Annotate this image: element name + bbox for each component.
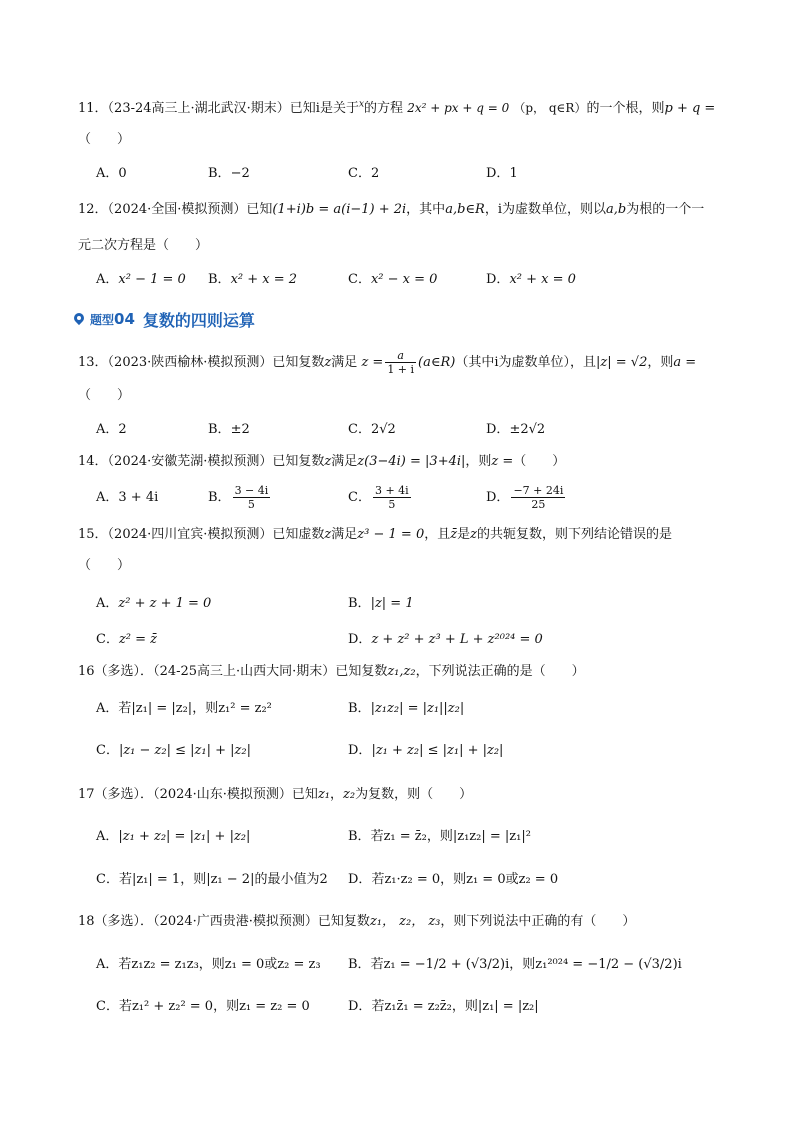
q18-option-b[interactable] [348,955,682,975]
q13-text-b: 满足 [331,355,358,370]
option-value: |z| = 1 [370,596,414,611]
q16-option-c[interactable] [96,741,251,761]
q12-option-a[interactable] [96,270,186,290]
q15-text-c: ，且 [424,527,451,542]
option-label: C． [96,743,119,758]
q16-vars: z₁,z₂ [387,664,416,679]
q15-option-a[interactable] [96,594,211,614]
q14-option-a[interactable] [96,488,158,508]
q16-option-d[interactable] [348,741,503,761]
option-value: 2 [118,422,127,437]
q15-text-d: 是 [457,527,471,542]
q12-option-d[interactable] [486,270,576,290]
q14-text-b: 满足 [331,454,358,469]
q18-number: 18 [78,914,95,929]
option-label: D． [348,999,372,1014]
q17-source: （2024·山东·模拟预测） [153,787,292,802]
q13-option-c[interactable] [348,420,396,440]
option-label: C． [96,872,119,887]
q15-text-a: 已知虚数 [272,527,325,542]
q14-ask: z = [491,454,514,469]
q15-equation: z³ − 1 = 0 [357,527,425,542]
option-value: 若z₁ = z̄₂，则|z₁z₂| = |z₁|² [370,829,531,844]
heading-number: 04 [114,310,135,328]
q16-option-b[interactable] [348,699,464,719]
option-label: C． [348,272,371,287]
option-fraction [373,484,411,511]
option-label: D． [486,490,510,505]
option-value: 2√2 [370,422,396,437]
option-value: 1 [509,166,518,181]
option-label: A． [96,272,119,287]
q17-tag: （多选）． [94,787,154,802]
option-label: A． [96,422,119,437]
q13-option-a[interactable] [96,420,127,440]
q18-stem [78,912,635,932]
option-label: D． [348,872,372,887]
option-label: C． [348,166,371,181]
option-value: 若z₁ = −1/2 + (√3/2)i，则z₁²⁰²⁴ = −1/2 − (√3/2)i [370,957,682,972]
q18-option-d[interactable] [348,997,539,1017]
q12-stem-line2: 元二次方程是（ ） [78,238,209,253]
q18-option-c[interactable] [96,997,310,1017]
q12-text-b: ，其中 [406,202,446,217]
q16-number: 16 [78,664,95,679]
option-value: x² + x = 0 [509,272,576,287]
q15-option-b[interactable] [348,594,414,614]
option-label: A． [96,701,119,716]
option-value: |z₁ + z₂| ≤ |z₁| + |z₂| [371,743,504,758]
q18-source: （2024·广西贵港·模拟预测） [153,914,318,929]
q11-equation: 2x² + px + q = 0 [407,101,510,115]
option-label: B． [208,422,231,437]
q11-option-d[interactable] [486,164,518,184]
option-value: x² + x = 2 [230,272,298,287]
fraction-denominator: 5 [388,498,396,511]
option-value: z + z² + z³ + L + z²⁰²⁴ = 0 [371,632,543,647]
option-label: A． [96,166,119,181]
q12-number: 12． [78,202,108,217]
option-value: 0 [118,166,127,181]
heading-tag: 题型 [90,312,115,327]
q13-text-d: ，则 [647,355,674,370]
option-label: D． [348,632,372,647]
option-value: |z₁ − z₂| ≤ |z₁| + |z₂| [118,743,251,758]
q14-option-b[interactable] [208,478,272,518]
option-label: B． [348,596,371,611]
option-label: B． [208,490,231,505]
option-label: A． [96,490,119,505]
q17-number: 17 [78,787,95,802]
option-value: 若|z₁| = 1，则|z₁ − 2|的最小值为2 [118,872,328,887]
q13-option-b[interactable] [208,420,250,440]
q11-number: 11． [78,101,108,116]
q16-source: （24-25高三上·山西大同·期末） [153,664,336,679]
q11-text-c: 的一个根，则 [586,101,665,116]
q11-paren: （ ） [78,132,131,147]
location-pin-icon [74,313,84,325]
q12-text-d: 为根的一个一 [626,202,705,217]
q15-stem [78,525,672,545]
q17-stem [78,785,472,805]
q15-paren: （ ） [78,558,131,573]
q12-stem [78,200,704,220]
q14-text-c: ，则 [465,454,492,469]
q12-source: （2024·全国·模拟预测） [107,202,247,217]
q16-text-b: ，下列说法正确的是（ ） [415,664,585,679]
q12-text-a: 已知 [246,202,273,217]
fraction-denominator: 5 [247,498,255,511]
q15-option-c[interactable] [96,630,157,650]
option-label: D． [348,743,372,758]
option-value: 若z₁² + z₂² = 0，则z₁ = z₂ = 0 [118,999,310,1014]
option-value: z² + z + 1 = 0 [118,596,212,611]
q11-text-b: 的方程 [364,101,404,116]
q13-paren: （ ） [78,388,131,403]
q13-source: （2023·陕西榆林·模拟预测） [107,355,273,370]
q13-fraction [385,349,416,376]
q15-conjugate: z̄ [450,527,458,542]
q17-text-b: 为复数，则（ ） [355,787,473,802]
option-value: |z₁z₂| = |z₁||z₂| [370,701,465,716]
q12-condition: a,b∈R [445,202,485,217]
q16-text-a: 已知复数 [335,664,388,679]
q17-option-c[interactable] [96,870,328,890]
option-label: D． [486,422,510,437]
option-fraction [511,484,565,511]
option-value: z² = z̄ [118,632,158,647]
fraction-numerator: a [385,349,416,363]
q11-stem [78,98,715,119]
q13-stem: 13．（2023·陕西榆林·模拟预测）已知复数z满足 z = $\frac{a}{1 + i}$ (a∈R)（其中i为虚数单位），且|z| = √2，则a = [78,349,697,376]
q11-ask: p + q = [664,101,716,116]
option-value: ±2√2 [509,422,546,437]
q15-source: （2024·四川宜宾·模拟预测） [107,527,273,542]
option-label: A． [96,596,119,611]
q15-var-z: z [324,527,332,542]
q12-roots: a,b [605,202,627,217]
q13-condition: (a∈R) [418,355,456,370]
q12-text-c: ，i为虚数单位，则以 [484,202,606,217]
q13-ask: a = [673,355,697,370]
option-label: A． [96,957,119,972]
option-value: x² − 1 = 0 [118,272,186,287]
q14-number: 14． [78,454,108,469]
q17-option-b[interactable] [348,827,531,847]
q18-vars: z₁， z₂， z₃ [369,914,441,929]
q12-option-c[interactable] [348,270,437,290]
option-label: B． [208,166,231,181]
q16-tag: （多选）． [94,664,154,679]
q14-equation: z(3−4i) = |3+4i| [357,454,466,469]
option-value: ±2 [230,422,250,437]
q12-option-b[interactable] [208,270,297,290]
q15-option-d[interactable] [348,630,543,650]
q17-option-a[interactable] [96,827,250,847]
heading-title: 复数的四则运算 [142,310,255,330]
q18-option-a[interactable] [96,955,321,975]
q14-source: （2024·安徽芜湖·模拟预测） [107,454,273,469]
option-value: 若z₁·z₂ = 0，则z₁ = 0或z₂ = 0 [371,872,559,887]
section-heading [74,308,255,330]
option-value: x² − x = 0 [370,272,438,287]
q13-modulus: |z| = √2 [596,355,648,370]
q13-text-c: （其中i为虚数单位），且 [455,355,597,370]
q15-number: 15． [78,527,108,542]
option-label: C． [96,632,119,647]
q16-stem [78,662,585,682]
q11-var-x: x [358,99,365,110]
q12-equation: (1+i)b = a(i−1) + 2i [272,202,407,217]
q14-paren: （ ） [513,454,566,469]
q17-option-d[interactable] [348,870,558,890]
option-label: B． [348,829,371,844]
q11-option-c[interactable] [348,164,379,184]
q16-option-a[interactable] [96,699,272,719]
fraction-denominator: 1 + i [387,363,415,376]
q14-option-d[interactable] [486,478,567,518]
option-label: D． [486,166,510,181]
q13-text-a: 已知复数 [272,355,325,370]
option-label: B． [348,701,371,716]
option-value: 3 + 4i [118,490,159,505]
option-value: 若|z₁| = |z₂|，则z₁² = z₂² [118,701,272,716]
q15-var-z-2: z [470,527,477,542]
q17-var1: z₁ [317,787,330,802]
q11-option-b[interactable] [208,164,250,184]
option-value: |z₁ + z₂| = |z₁| + |z₂| [118,829,251,844]
fraction-numerator: 3 + 4i [374,484,409,497]
option-label: C． [96,999,119,1014]
q13-option-d[interactable] [486,420,545,440]
option-value: 2 [370,166,380,181]
fraction-denominator: 25 [531,498,546,511]
option-value: 若z₁z₂ = z₁z₃，则z₁ = 0或z₂ = z₃ [118,957,321,972]
fraction-numerator: 3 − 4i [234,484,269,497]
option-label: B． [348,957,371,972]
q14-option-c[interactable] [348,478,413,518]
q15-text-b: 满足 [331,527,358,542]
option-label: A． [96,829,119,844]
option-value: −2 [230,166,250,181]
q11-source: （23-24高三上·湖北武汉·期末） [107,101,290,116]
option-value: 若z₁z̄₁ = z₂z̄₂，则|z₁| = |z₂| [371,999,539,1014]
q11-condition: （p， q∈R） [513,101,587,115]
option-label: D． [486,272,510,287]
option-label: B． [208,272,231,287]
q15-text-e: 的共轭复数，则下列结论错误的是 [476,527,672,542]
q11-option-a[interactable] [96,164,127,184]
option-label: C． [348,490,371,505]
q18-text-b: ，则下列说法中正确的有（ ） [440,914,636,929]
q13-var-z: z [324,355,332,370]
q14-var-z: z [324,454,332,469]
q17-var2: z₂ [343,787,356,802]
q18-text-a: 已知复数 [317,914,370,929]
q11-text-a: 已知i是关于 [289,101,359,116]
option-label: C． [348,422,371,437]
q17-text-a: 已知 [291,787,318,802]
q18-tag: （多选）． [94,914,154,929]
q17-separator: ， [330,787,344,802]
q13-number: 13． [78,355,108,370]
fraction-numerator: −7 + 24i [513,484,564,497]
option-fraction [233,484,271,511]
q14-text-a: 已知复数 [272,454,325,469]
q14-stem [78,452,565,472]
